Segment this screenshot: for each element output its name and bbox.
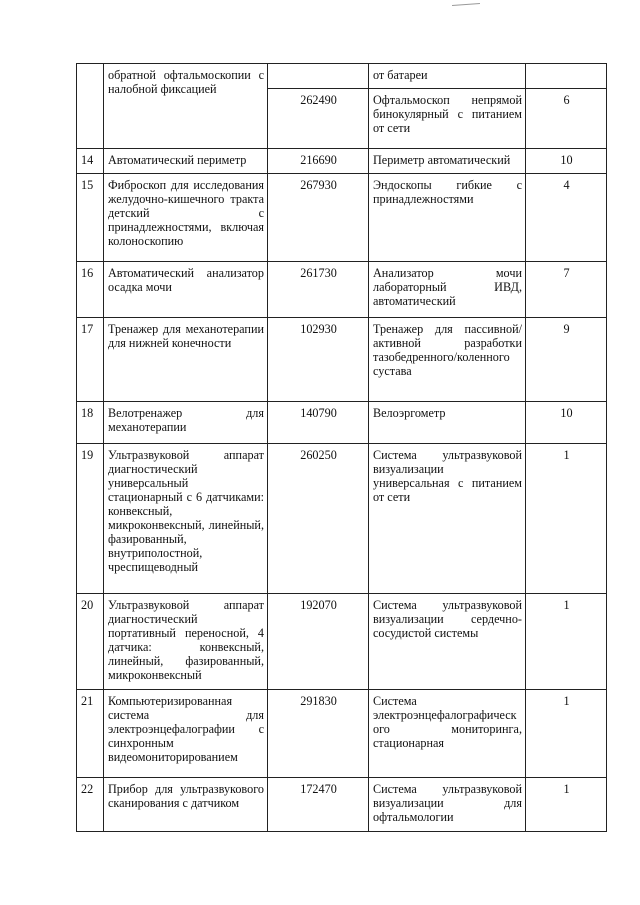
equipment-type: Эндоскопы гибкие с принадлежностями	[369, 174, 526, 262]
equipment-name: Фиброскоп для исследования желудочно-кишечного тракта детский с принадлежностями, включая колоноскопию	[104, 174, 268, 262]
quantity: 1	[526, 778, 607, 832]
quantity: 9	[526, 318, 607, 402]
nomenclature-code: 262490	[268, 89, 369, 149]
nomenclature-code: 172470	[268, 778, 369, 832]
quantity: 4	[526, 174, 607, 262]
quantity: 1	[526, 690, 607, 778]
row-number: 18	[77, 402, 104, 444]
equipment-name: Автоматический периметр	[104, 149, 268, 174]
table-row	[77, 318, 607, 402]
equipment-name: Ультразвуковой аппарат диагностический универсальный стационарный с 6 датчиками: конвексный, микроконвексный, линейный, фазированный, внутриполостной, чреспищеводный	[104, 444, 268, 594]
table-row	[77, 690, 607, 778]
equipment-type: Велоэргометр	[369, 402, 526, 444]
table-row	[77, 262, 607, 318]
row-number: 14	[77, 149, 104, 174]
nomenclature-code: 261730	[268, 262, 369, 318]
quantity: 1	[526, 594, 607, 690]
table-row	[77, 149, 607, 174]
equipment-name: Прибор для ультразвукового сканирования с датчиком	[104, 778, 268, 832]
row-number: 15	[77, 174, 104, 262]
equipment-type: Анализатор мочи лабораторный ИВД, автоматический	[369, 262, 526, 318]
row-number: 22	[77, 778, 104, 832]
quantity: 1	[526, 444, 607, 594]
equipment-type: Периметр автоматический	[369, 149, 526, 174]
table-row	[77, 174, 607, 262]
equipment-type: Система ультразвуковой визуализации универсальная с питанием от сети	[369, 444, 526, 594]
row-number: 16	[77, 262, 104, 318]
equipment-name: Велотренажер для механотерапии	[104, 402, 268, 444]
equipment-name: Тренажер для механотерапии для нижней конечности	[104, 318, 268, 402]
row-number: 20	[77, 594, 104, 690]
equipment-name: обратной офтальмоскопии с налобной фиксацией	[104, 64, 268, 149]
nomenclature-code: 260250	[268, 444, 369, 594]
nomenclature-code: 192070	[268, 594, 369, 690]
nomenclature-code: 102930	[268, 318, 369, 402]
table-row	[77, 402, 607, 444]
quantity: 10	[526, 402, 607, 444]
equipment-type: Офтальмоскоп непрямой бинокулярный с питанием от сети	[369, 89, 526, 149]
nomenclature-code: 140790	[268, 402, 369, 444]
equipment-type: от батареи	[369, 64, 526, 89]
scan-artifact-mark	[452, 3, 480, 6]
table-row	[77, 778, 607, 832]
row-number: 21	[77, 690, 104, 778]
equipment-name: Компьютеризированная система для электроэнцефалографии с синхронным видеомониторированием	[104, 690, 268, 778]
equipment-table	[76, 63, 607, 832]
nomenclature-code: 291830	[268, 690, 369, 778]
nomenclature-code	[268, 64, 369, 89]
quantity: 10	[526, 149, 607, 174]
equipment-type: Система электроэнцефалографическ ого мониторинга, стационарная	[369, 690, 526, 778]
equipment-table-body	[77, 64, 607, 832]
table-row	[77, 444, 607, 594]
row-number	[77, 64, 104, 149]
nomenclature-code: 216690	[268, 149, 369, 174]
row-number: 17	[77, 318, 104, 402]
quantity	[526, 64, 607, 89]
equipment-name: Ультразвуковой аппарат диагностический портативный переносной, 4 датчика: конвексный, линейный, фазированный, микроконвексный	[104, 594, 268, 690]
equipment-type: Система ультразвуковой визуализации сердечно-сосудистой системы	[369, 594, 526, 690]
equipment-name: Автоматический анализатор осадка мочи	[104, 262, 268, 318]
equipment-type: Система ультразвуковой визуализации для офтальмологии	[369, 778, 526, 832]
equipment-type: Тренажер для пассивной/активной разработки тазобедренного/коленного сустава	[369, 318, 526, 402]
table-row	[77, 64, 607, 89]
quantity: 6	[526, 89, 607, 149]
table-row	[77, 594, 607, 690]
nomenclature-code: 267930	[268, 174, 369, 262]
row-number: 19	[77, 444, 104, 594]
quantity: 7	[526, 262, 607, 318]
